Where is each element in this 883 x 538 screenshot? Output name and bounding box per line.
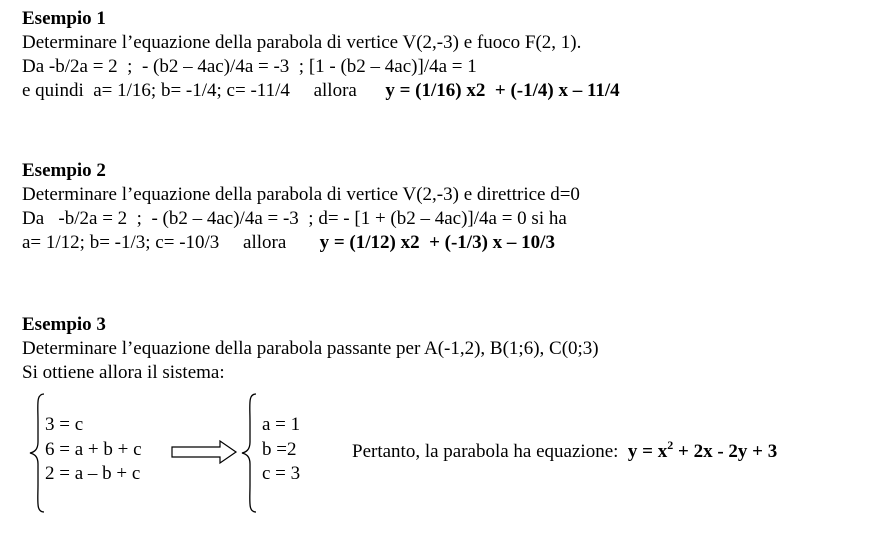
example-2-result <box>22 232 555 254</box>
system-equation-1: 3 = c <box>45 414 84 435</box>
example-1-result <box>22 80 620 102</box>
example-2-statement: Determinare l’equazione della parabola di vertice V(2,-3) e direttrice d=0 <box>22 184 580 205</box>
example-2-equation: y = (1/12) x2 + (-1/3) x – 10/3 <box>319 232 555 253</box>
solution-c: c = 3 <box>262 463 301 484</box>
system-equation-2: 6 = a + b + c <box>45 439 142 460</box>
final-equation-exponent: 2 <box>667 438 674 452</box>
implies-arrow-icon <box>170 440 240 464</box>
conclusion-line <box>352 440 777 463</box>
example-2-title: Esempio 2 <box>22 160 106 181</box>
final-equation <box>627 438 778 462</box>
final-equation-rest: + 2x - 2y + 3 <box>673 441 778 462</box>
solution-left-brace <box>240 392 260 514</box>
solution-b: b =2 <box>262 439 297 460</box>
example-1-coefficients: e quindi a= 1/16; b= -1/4; c= -11/4 allora <box>22 80 386 101</box>
example-1-conditions: Da -b/2a = 2 ; - (b2 – 4ac)/4a = -3 ; [1 - (b2 – 4ac)]/4a = 1 <box>22 56 477 77</box>
example-3-title: Esempio 3 <box>22 314 106 335</box>
example-1-statement: Determinare l’equazione della parabola di vertice V(2,-3) e fuoco F(2, 1). <box>22 32 582 53</box>
example-2-coefficients: a= 1/12; b= -1/3; c= -10/3 allora <box>22 232 320 253</box>
final-equation-lhs: y = x <box>627 441 668 462</box>
conclusion-text: Pertanto, la parabola ha equazione: <box>352 441 628 462</box>
example-1-equation: y = (1/16) x2 + (-1/4) x – 11/4 <box>385 80 620 101</box>
example-3-intro: Si ottiene allora il sistema: <box>22 362 225 383</box>
example-2-conditions: Da -b/2a = 2 ; - (b2 – 4ac)/4a = -3 ; d= - [1 + (b2 – 4ac)]/4a = 0 si ha <box>22 208 567 229</box>
example-1-title: Esempio 1 <box>22 8 106 29</box>
system-equation-3: 2 = a – b + c <box>45 463 141 484</box>
example-3-statement: Determinare l’equazione della parabola passante per A(-1,2), B(1;6), C(0;3) <box>22 338 599 359</box>
solution-a: a = 1 <box>262 414 301 435</box>
